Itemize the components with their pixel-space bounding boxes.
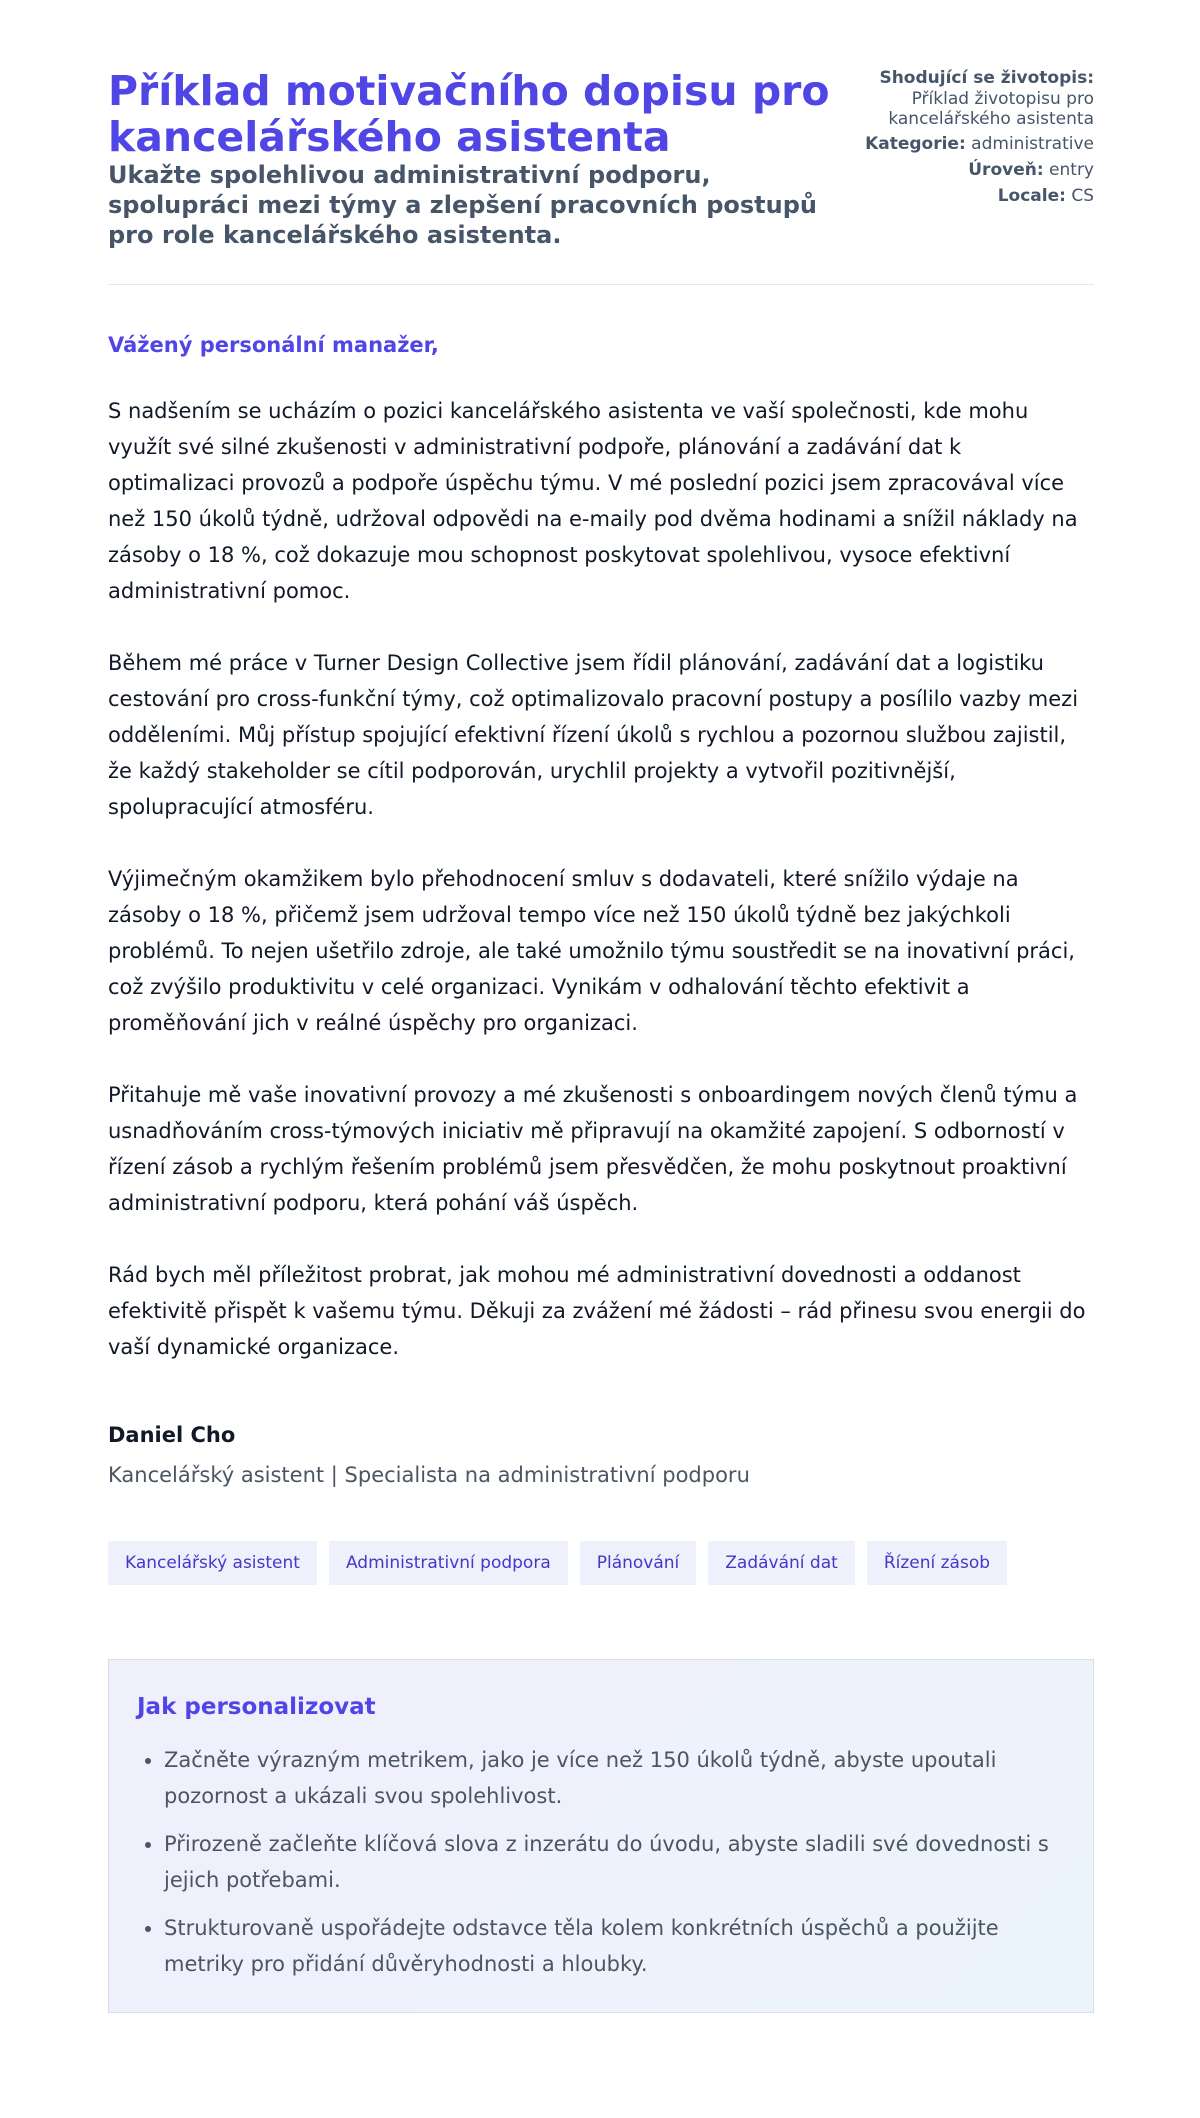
meta-resume-label: Shodující se životopis: (879, 68, 1094, 88)
meta-level-value: entry (1049, 160, 1094, 180)
personalize-tips-box (108, 1659, 1094, 2013)
tips-list-item: • Začněte výrazným metrikem, jako je více než 150 úkolů týdně, abyste upoutali pozornost a ukázali svou spolehlivost. (164, 1742, 1065, 1814)
keyword-tags (108, 1541, 1094, 1585)
meta-locale (854, 186, 1094, 207)
tag-administrative-support: Administrativní podpora (329, 1541, 568, 1585)
letter-paragraph: S nadšením se ucházím o pozici kancelářského asistenta ve vaší společnosti, kde mohu využít své silné zkušenosti v administrativní podpoře, plánování a zadávání dat k optimalizaci provozů a podpoře úspěchu týmu. V mé poslední pozici jsem zpracovával více než 150 úkolů týdně, udržoval odpovědi na e-maily pod dvěma hodinami a snížil náklady na zásoby o 18 %, což dokazuje mou schopnost poskytovat spolehlivou, vysoce efektivní administrativní pomoc. (108, 399, 1078, 603)
meta-level (854, 160, 1094, 181)
meta-panel (854, 68, 1094, 212)
tips-list (137, 1742, 1065, 1982)
tips-list-item: • Strukturovaně uspořádejte odstavce těla kolem konkrétních úspěchů a použijte metriky pro přidání důvěryhodnosti a hloubky. (164, 1910, 1065, 1982)
tips-title: Jak personalizovat (137, 1694, 376, 1720)
tag-inventory-management: Řízení zásob (867, 1541, 1007, 1585)
meta-category-value: administrative (971, 134, 1094, 154)
letter-salutation: Vážený personální manažer, (108, 333, 439, 357)
page-subtitle: Ukažte spolehlivou administrativní podporu, spolupráci mezi týmy a zlepšení pracovních postupů pro role kancelářského asistenta. (108, 161, 818, 249)
meta-resume-value: Příklad životopisu pro kancelářského asistenta (888, 89, 1094, 129)
cover-letter-page (108, 0, 1094, 2013)
signature-title: Kancelářský asistent | Specialista na administrativní podporu (108, 1463, 750, 1487)
tips-list-item: • Přirozeně začleňte klíčová slova z inzerátu do úvodu, abyste sladili své dovednosti s jejich potřebami. (164, 1826, 1065, 1898)
meta-category-label: Kategorie: (865, 134, 966, 154)
letter-paragraph: Přitahuje mě vaše inovativní provozy a mé zkušenosti s onboardingem nových členů týmu a usnadňováním cross-týmových iniciativ mě připravují na okamžité zapojení. S odborností v řízení zásob a rychlým řešením problémů jsem přesvědčen, že mohu poskytnout proaktivní administrativní podporu, která pohání váš úspěch. (108, 1083, 1078, 1215)
meta-category (854, 134, 1094, 155)
tag-scheduling: Plánování (580, 1541, 697, 1585)
tag-office-assistant: Kancelářský asistent (108, 1541, 317, 1585)
page-title: Příklad motivačního dopisu pro kancelářského asistenta (108, 67, 830, 161)
letter-paragraph: Výjimečným okamžikem bylo přehodnocení smluv s dodavateli, které snížilo výdaje na zásoby o 18 %, přičemž jsem udržoval tempo více než 150 úkolů týdně bez jakýchkoli problémů. To nejen ušetřilo zdroje, ale také umožnilo týmu soustředit se na inovativní práci, což zvýšilo produktivitu v celé organizaci. Vynikám v odhalování těchto efektivit a proměňování jich v reálné úspěchy pro organizaci. (108, 867, 1075, 1035)
page-header (108, 68, 1094, 285)
letter-paragraph: Rád bych měl příležitost probrat, jak mohou mé administrativní dovednosti a oddanost efektivitě přispět k vašemu týmu. Děkuji za zvážení mé žádosti – rád přinesu svou energii do vaší dynamické organizace. (108, 1263, 1086, 1359)
letter-paragraph: Během mé práce v Turner Design Collective jsem řídil plánování, zadávání dat a logistiku cestování pro cross-funkční týmy, což optimalizovalo pracovní postupy a posílilo vazby mezi odděleními. Můj přístup spojující efektivní řízení úkolů s rychlou a pozornou službou zajistil, že každý stakeholder se cítil podporován, urychlil projekty a vytvořil pozitivnější, spolupracující atmosféru. (108, 651, 1079, 819)
letter-body (108, 393, 1094, 1365)
header-titles (108, 68, 848, 250)
signature-name: Daniel Cho (108, 1423, 236, 1447)
meta-locale-label: Locale: (997, 186, 1066, 206)
meta-locale-value: CS (1071, 186, 1094, 206)
meta-level-label: Úroveň: (968, 160, 1044, 180)
meta-matching-resume (854, 68, 1094, 129)
tag-data-entry: Zadávání dat (708, 1541, 855, 1585)
